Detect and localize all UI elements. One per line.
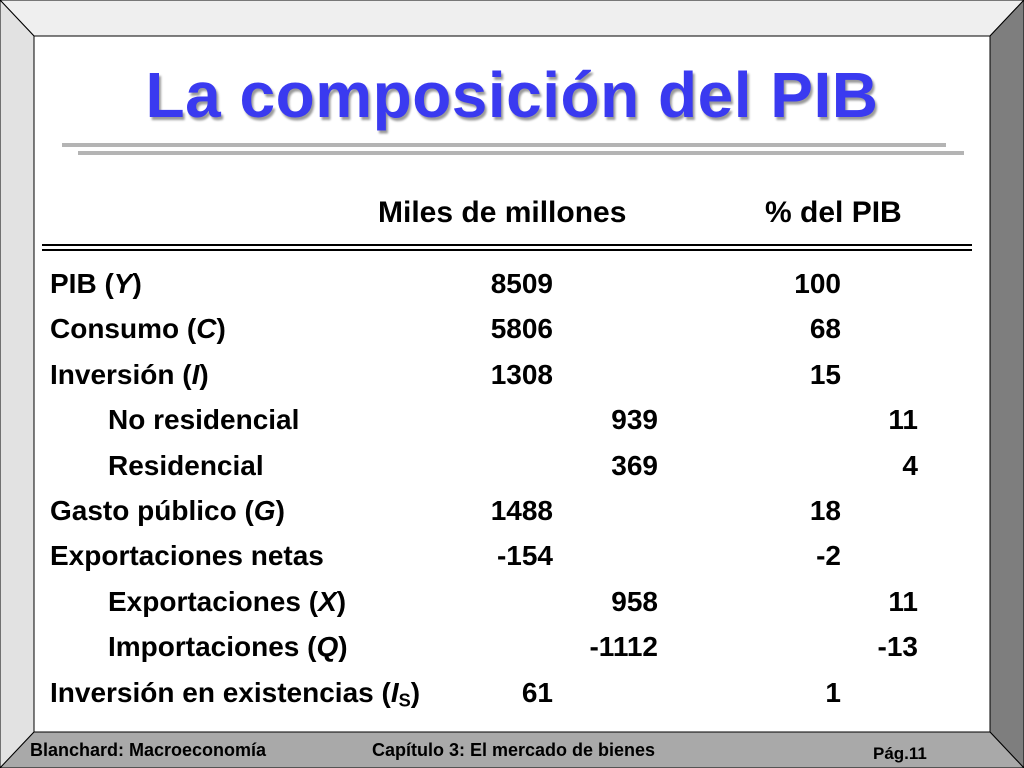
column-header-percent: % del PIB [765,196,902,229]
table-row [0,268,1024,308]
row-label [50,540,324,572]
table-row [0,450,1024,490]
row-amount: 61 [521,676,553,708]
footer-page-number: Pág.11 [873,744,927,763]
row-label [108,404,299,436]
title-rule-top [62,143,946,147]
row-label-text: Inversión en existencias ( [50,676,391,708]
row-percent: 11 [888,585,918,617]
table-row [0,540,1024,580]
footer-chapter: Capítulo 3: El mercado de bienes [372,740,656,760]
row-label-close: ) [132,268,142,299]
header-divider-top [42,244,972,246]
row-label [108,450,264,482]
row-label-close: ) [199,358,209,390]
row-label-close: ) [275,495,285,526]
table-row [0,677,1024,717]
row-label-text: Exportaciones ( [108,585,319,617]
row-percent: 11 [888,404,918,436]
row-amount: -154 [496,540,553,572]
row-percent: -13 [877,631,918,663]
row-label-text: Gasto público ( [50,495,254,526]
table-row [0,586,1024,626]
row-percent: -2 [816,540,841,572]
row-amount: 958 [611,585,658,617]
row-variable: I [390,676,399,708]
row-label-close: ) [338,631,348,663]
row-label [50,268,142,300]
row-label-text: No residencial [108,404,300,436]
slide-title: La composición del PIB [145,59,879,131]
row-amount: -1112 [589,631,658,663]
row-variable: G [253,495,276,526]
row-label [50,495,285,527]
row-amount: 1308 [490,358,553,390]
header-divider-bottom [42,249,972,251]
title-rule-bottom [78,151,964,155]
row-percent: 68 [809,313,841,345]
row-label-close: ) [216,313,226,345]
row-amount: 939 [611,404,658,436]
row-amount: 369 [611,449,658,481]
row-label [50,359,209,391]
row-percent: 15 [809,358,841,390]
row-label-text: PIB ( [50,268,114,299]
table-row [0,359,1024,399]
table-row [0,404,1024,444]
row-amount: 1488 [490,495,553,526]
row-label-text: Residencial [108,449,264,481]
row-variable: C [196,313,217,345]
row-label-close: ) [410,676,421,708]
row-label-text: Importaciones ( [108,631,317,663]
row-label [50,677,420,712]
row-variable: I [191,358,200,390]
column-header-amount: Miles de millones [378,196,627,229]
footer-author: Blanchard: Macroeconomía [30,740,267,760]
row-percent: 1 [825,676,841,708]
row-amount: 8509 [490,268,553,299]
table-row [0,495,1024,535]
table-row [0,313,1024,353]
row-variable-subscript: S [398,690,411,711]
row-percent: 100 [794,268,841,299]
row-label-close: ) [336,585,347,617]
row-percent: 18 [809,495,841,526]
row-label [108,586,346,618]
row-label-text: Exportaciones netas [50,540,324,572]
table-row [0,631,1024,671]
row-percent: 4 [902,449,918,481]
row-variable: Q [316,631,339,663]
row-label [108,631,348,663]
row-variable: Y [113,268,133,299]
row-label-text: Consumo ( [50,313,197,345]
row-label [50,313,226,345]
row-label-text: Inversión ( [50,358,192,390]
row-variable: X [318,585,337,617]
row-amount: 5806 [490,313,553,345]
